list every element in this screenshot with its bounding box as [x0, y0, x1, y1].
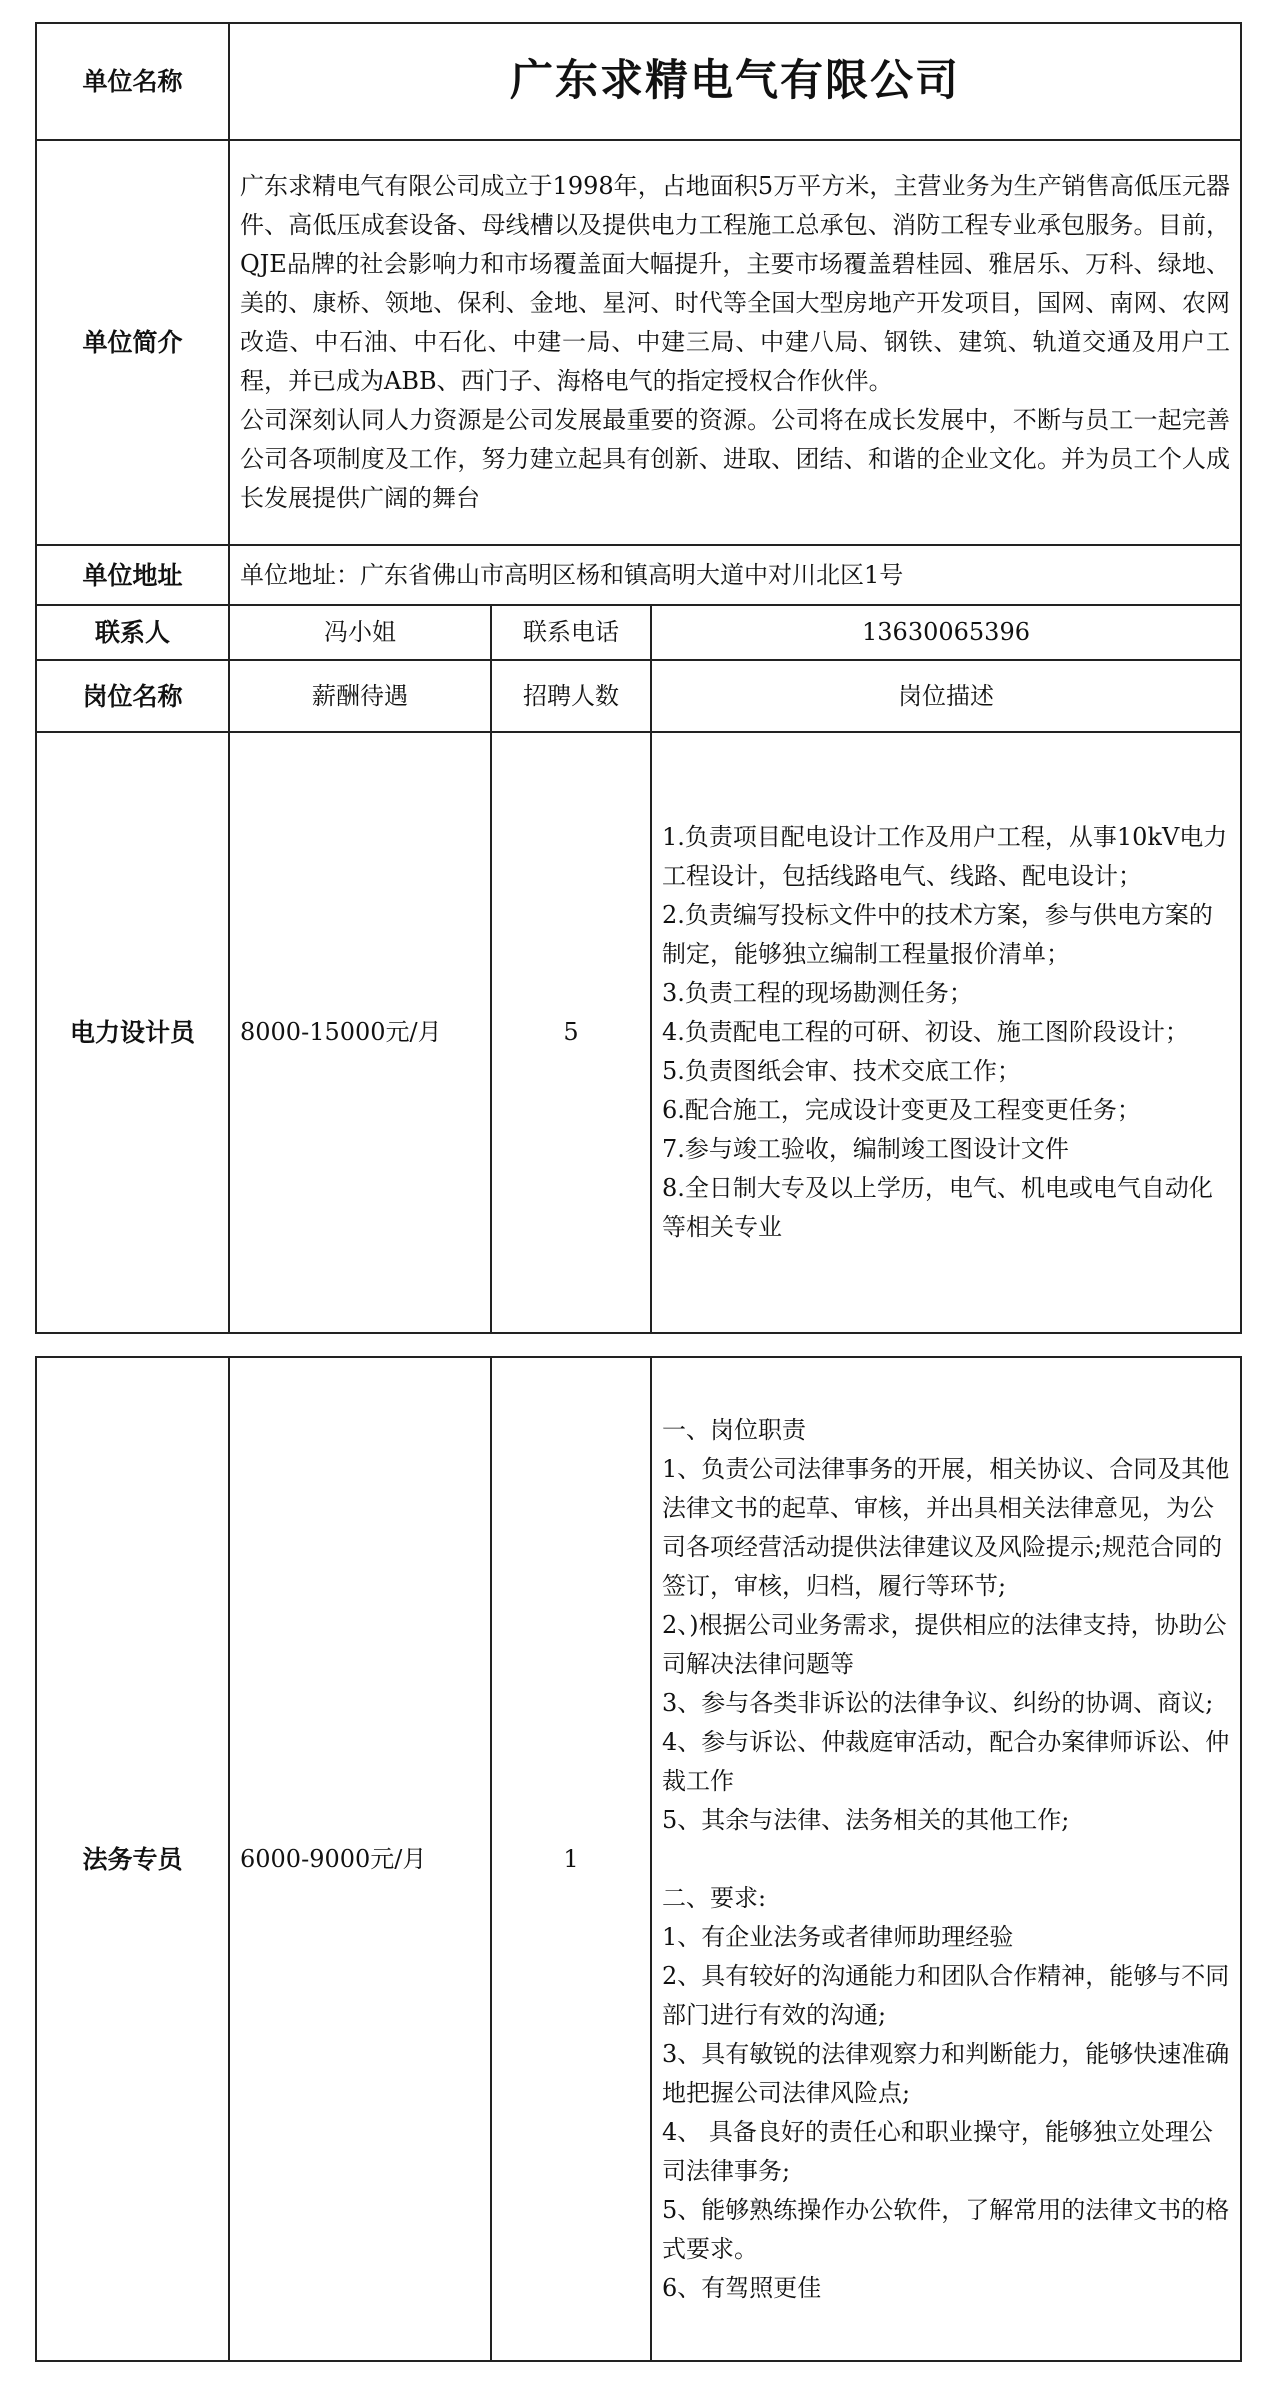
- description-line: 5、能够熟练操作办公软件，了解常用的法律文书的格式要求。: [662, 2195, 1230, 2263]
- company-info-table: [35, 22, 1242, 1334]
- job-title: 法务专员: [36, 1357, 229, 2361]
- header-salary: 薪酬待遇: [229, 660, 491, 732]
- intro-paragraph: 广东求精电气有限公司成立于1998年，占地面积5万平方米，主营业务为生产销售高低压元器件、高低压成套设备、母线槽以及提供电力工程施工总承包、消防工程专业承包服务。目前，QJE品牌的社会影响力和市场覆盖面大幅提升，主要市场覆盖碧桂园、雅居乐、万科、绿地、美的、康桥、领地、保利、金地、星河、时代等全国大型房地产开发项目，国网、南网、农网改造、中石油、中石化、中建一局、中建三局、中建八局、钢铁、建筑、轨道交通及用户工程，并已成为ABB、西门子、海格电气的指定授权合作伙伴。: [240, 172, 1231, 395]
- description-line: 6、有驾照更佳: [662, 2273, 822, 2302]
- description-line: 3、参与各类非诉讼的法律争议、纠纷的协调、商议;: [662, 1688, 1214, 1717]
- job-table-continued: [35, 1356, 1242, 2362]
- description-line: 2、)根据公司业务需求，提供相应的法律支持，协助公司解决法律问题等: [662, 1610, 1227, 1678]
- description-line: [662, 1840, 1230, 1879]
- job-count: 5: [491, 732, 651, 1333]
- header-position: 岗位名称: [36, 660, 229, 732]
- job-row: [36, 732, 1241, 1333]
- company-name-row: [36, 23, 1241, 140]
- description-line: 1、负责公司法律事务的开展，相关协议、合同及其他法律文书的起草、审核，并出具相关法律意见，为公司各项经营活动提供法律建议及风险提示;规范合同的签订，审核，归档，履行等环节;: [662, 1454, 1230, 1600]
- description-line: 2、具有较好的沟通能力和团队合作精神，能够与不同部门进行有效的沟通;: [662, 1961, 1230, 2029]
- description-line: 5.负责图纸会审、技术交底工作；: [662, 1057, 1021, 1085]
- company-name: 广东求精电气有限公司: [229, 23, 1241, 140]
- description-line: 4、 具备良好的责任心和职业操守，能够独立处理公司法律事务;: [662, 2117, 1213, 2185]
- contact-row: [36, 605, 1241, 660]
- job-description: [651, 732, 1241, 1333]
- phone-value: 13630065396: [651, 605, 1241, 660]
- description-line: 二、要求:: [662, 1883, 767, 1912]
- header-description: 岗位描述: [651, 660, 1241, 732]
- description-line: 3、具有敏锐的法律观察力和判断能力，能够快速准确地把握公司法律风险点;: [662, 2039, 1230, 2107]
- company-name-label: 单位名称: [36, 23, 229, 140]
- description-line: 1、有企业法务或者律师助理经验: [662, 1922, 1014, 1951]
- header-count: 招聘人数: [491, 660, 651, 732]
- description-line: 一、岗位职责: [662, 1415, 806, 1444]
- description-line: 8.全日制大专及以上学历，电气、机电或电气自动化等相关专业: [662, 1174, 1213, 1241]
- job-row: [36, 1357, 1241, 2361]
- description-line: 7.参与竣工验收，编制竣工图设计文件: [662, 1135, 1069, 1163]
- description-line: 4.负责配电工程的可研、初设、施工图阶段设计；: [662, 1018, 1189, 1046]
- contact-name: 冯小姐: [229, 605, 491, 660]
- header-row: [36, 660, 1241, 732]
- contact-label: 联系人: [36, 605, 229, 660]
- description-line: 3.负责工程的现场勘测任务；: [662, 979, 973, 1007]
- job-title: 电力设计员: [36, 732, 229, 1333]
- address-value: 单位地址：广东省佛山市高明区杨和镇高明大道中对川北区1号: [229, 545, 1241, 605]
- company-intro-row: [36, 140, 1241, 545]
- job-salary: 6000-9000元/月: [229, 1357, 491, 2361]
- company-intro-label: 单位简介: [36, 140, 229, 545]
- description-line: 5、其余与法律、法务相关的其他工作;: [662, 1805, 1070, 1834]
- description-line: 1.负责项目配电设计工作及用户工程，从事10kV电力工程设计，包括线路电气、线路、配电设计；: [662, 823, 1228, 890]
- company-intro: [229, 140, 1241, 545]
- job-description: [651, 1357, 1241, 2361]
- intro-paragraph: 公司深刻认同人力资源是公司发展最重要的资源。公司将在成长发展中，不断与员工一起完善公司各项制度及工作，努力建立起具有创新、进取、团结、和谐的企业文化。并为员工个人成长发展提供广阔的舞台: [240, 406, 1231, 512]
- description-line: 4、参与诉讼、仲裁庭审活动，配合办案律师诉讼、仲裁工作: [662, 1727, 1230, 1795]
- description-line: 2.负责编写投标文件中的技术方案，参与供电方案的制定，能够独立编制工程量报价清单；: [662, 901, 1213, 968]
- job-count: 1: [491, 1357, 651, 2361]
- address-row: [36, 545, 1241, 605]
- phone-label: 联系电话: [491, 605, 651, 660]
- job-salary: 8000-15000元/月: [229, 732, 491, 1333]
- description-line: 6.配合施工，完成设计变更及工程变更任务；: [662, 1096, 1141, 1124]
- address-label: 单位地址: [36, 545, 229, 605]
